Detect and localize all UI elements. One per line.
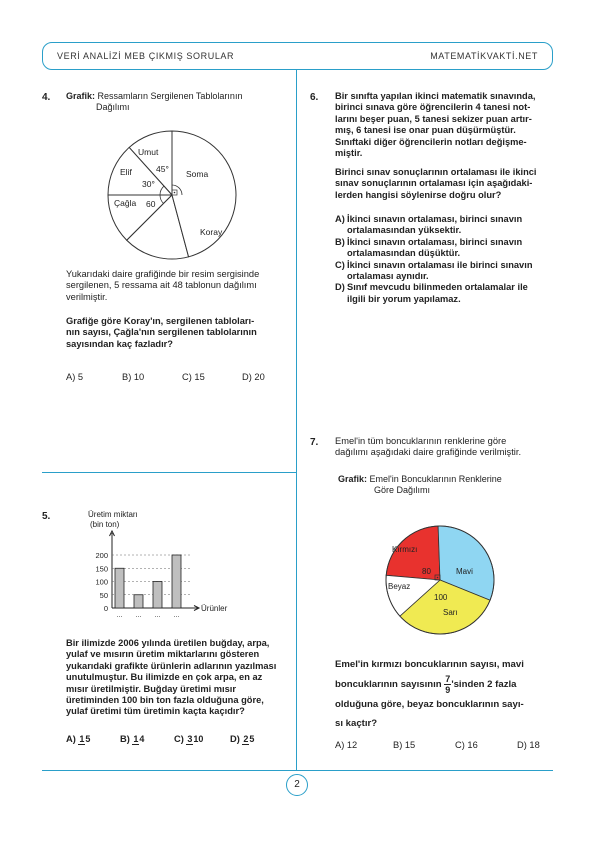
q4-label-0: Soma — [186, 169, 209, 179]
q5-xlabel: Ürünler — [201, 604, 228, 613]
q5-number: 5. — [42, 511, 51, 522]
q7-pie-chart — [375, 515, 505, 645]
q4-options — [66, 372, 265, 382]
q5-options — [66, 734, 254, 745]
q5-line7: yulaf üretimi tüm üretimin kaçta kaçıdır? — [66, 706, 245, 717]
page-header — [42, 42, 553, 70]
q6-p1-line4: mış, 6 tanesi ise onar puan düşürmüştür. — [335, 125, 516, 136]
q6-paragraph2 — [335, 167, 537, 201]
q6-option-c[interactable] — [335, 260, 533, 283]
q7-question-line4: sı kaçtır? — [335, 718, 378, 729]
q5-line4: unutulmuştur. Bu ilimizde en çok arpa, en az — [66, 672, 263, 683]
q4-question-line3: sayısından kaç fazladır? — [66, 338, 173, 349]
header-right-site: MATEMATİKVAKTİ.NET — [430, 51, 538, 61]
q6-p1-line2: birinci sınava göre öğrencilerin 4 tanesi not- — [335, 102, 531, 113]
q7-option-a[interactable]: A) 12 — [335, 740, 358, 750]
q4-chart-title-prefix: Grafik: — [66, 91, 96, 101]
q5-option-a[interactable] — [66, 734, 120, 745]
q4-label-3: Çağla — [114, 198, 137, 208]
q5-bar-chart — [80, 505, 240, 623]
q6-option-b-line1: İkinci sınavın ortalaması, birinci sınavın — [347, 236, 523, 247]
q4-chart-title-line2: Dağılımı — [96, 102, 130, 112]
q4-label-1: Umut — [138, 147, 159, 157]
q7-question-line3: olduğuna göre, beyaz boncuklarının sayı- — [335, 699, 524, 710]
q7-angle-80: 80 — [422, 567, 431, 576]
q6-option-a-line1: İkinci sınavın ortalaması, birinci sınavın — [347, 214, 523, 224]
q5-d-den: 5 — [249, 734, 255, 745]
q5-b-den: 4 — [139, 734, 145, 745]
q4-text — [66, 269, 259, 303]
q7-label-sari: Sarı — [443, 608, 458, 617]
q4-question-line2: nın sayısı, Çağla'nın sergilenen tablolarının — [66, 327, 257, 338]
q7-question-line2b: 'sinden 2 fazla — [451, 679, 517, 690]
q7-option-c[interactable]: C) 16 — [455, 740, 478, 750]
column-divider — [296, 70, 297, 770]
q5-option-a-fraction — [78, 734, 90, 745]
q6-p1-line1: Bir sınıfta yapılan ikinci matematik sınavında, — [335, 91, 536, 101]
q5-line3: yukarıdaki grafikte ürünlerin adlarının yazılması — [66, 660, 277, 671]
q4-label-2: Elif — [120, 167, 132, 177]
q4-angle-label-0: 45° — [156, 164, 169, 174]
q4-label-4: Koray — [200, 227, 223, 237]
q6-p1-line5: Sınıftaki diğer öğrencilerin notları değişme- — [335, 136, 527, 147]
q6-option-c-letter: C) — [335, 259, 345, 270]
q6-p1-line6: miştir. — [335, 148, 363, 159]
q7-option-d[interactable]: D) 18 — [517, 740, 540, 750]
q6-option-a-line2: ortalamasından yüksektir. — [347, 225, 462, 236]
q4-chart-title — [66, 91, 242, 113]
q7-label-kirmizi: Kırmızı — [392, 545, 418, 554]
q4-question-line1: Grafiğe göre Koray'ın, sergilenen tabloları- — [66, 316, 255, 326]
q4-text-line3: verilmiştir. — [66, 291, 108, 302]
q4-number: 4. — [42, 92, 51, 103]
q6-option-c-line1: İkinci sınavın ortalaması ile birinci sınavın — [347, 259, 533, 270]
q5-category-0: ... — [116, 612, 123, 619]
q5-c-den: 10 — [193, 734, 204, 745]
q4-right-angle-dot — [174, 192, 176, 194]
q5-option-d-letter: D) — [230, 734, 240, 744]
q5-bar-3 — [172, 555, 181, 608]
q6-paragraph1 — [335, 91, 535, 159]
q5-option-d[interactable] — [230, 734, 254, 745]
q7-label-mavi: Mavi — [456, 567, 473, 576]
q4-angle-label-2: 60 — [146, 199, 156, 209]
q6-option-b[interactable] — [335, 237, 533, 260]
page-number: 2 — [286, 774, 308, 796]
q6-option-b-line2: ortalamasından düşüktür. — [347, 248, 461, 259]
q7-question — [335, 655, 524, 733]
q5-category-3: ... — [173, 612, 180, 619]
q4-question — [66, 316, 257, 350]
q5-ytick-4: 200 — [95, 551, 108, 560]
q7-chart-title-line2: Göre Dağılımı — [374, 485, 431, 495]
q7-intro — [335, 436, 521, 459]
q7-chart-title — [338, 474, 502, 496]
q7-option-b[interactable]: B) 15 — [393, 740, 416, 750]
footer-line — [42, 770, 553, 771]
q7-question-line2a: boncuklarının sayısının — [335, 679, 442, 690]
q5-option-d-fraction — [242, 734, 254, 745]
q5-b-num: 1 — [133, 734, 139, 745]
q7-options — [335, 740, 540, 750]
q4-pie-chart — [100, 120, 280, 260]
q4-text-line1: Yukarıdaki daire grafiğinde bir resim sergisinde — [66, 269, 260, 279]
q7-right-angle-dot — [437, 577, 439, 579]
q5-bar-1 — [134, 595, 143, 608]
q5-line5: mısır üretilmiştir. Buğday üretimi mısır — [66, 683, 236, 694]
q5-option-b[interactable] — [120, 734, 174, 745]
q5-ytick-1: 50 — [99, 590, 108, 600]
q5-line6: üretiminden 100 bin ton fazla olduğuna göre, — [66, 695, 264, 706]
q4-angle-label-1: 30° — [142, 179, 155, 189]
q4-chart-title-line1: Ressamların Sergilenen Tablolarının — [97, 91, 243, 101]
q5-option-c-fraction — [186, 734, 203, 745]
q7-chart-title-line1: Emel'in Boncuklarının Renklerine — [369, 474, 502, 484]
q7-question-line1: Emel'in kırmızı boncuklarının sayısı, mavi — [335, 659, 524, 670]
q6-option-a[interactable] — [335, 214, 533, 237]
q7-number: 7. — [310, 437, 319, 448]
q7-intro-line2: dağılımı aşağıdaki daire grafiğinde verilmiştir. — [335, 447, 522, 458]
q5-ytick-2: 100 — [95, 577, 108, 587]
q6-option-a-letter: A) — [335, 214, 345, 224]
q5-line2: yulaf ve mısırın üretim miktarlarını gösteren — [66, 649, 260, 660]
q5-ytick-0: 0 — [103, 604, 108, 613]
q5-option-a-letter: A) — [66, 734, 76, 744]
q4-option-c[interactable]: C) 15 — [182, 372, 205, 382]
q6-p2-line3: lerden hangisi söylenirse doğru olur? — [335, 189, 502, 200]
q6-option-d[interactable] — [335, 282, 533, 305]
q7-label-beyaz: Beyaz — [388, 582, 411, 591]
q5-question — [66, 638, 276, 718]
q6-number: 6. — [310, 92, 319, 103]
q6-option-d-line1: Sınıf mevcudu bilinmeden ortalamalar ile — [347, 282, 528, 293]
q7-angle-100: 100 — [434, 593, 448, 602]
q5-bar-0 — [115, 568, 124, 608]
q6-p2-line1: Birinci sınav sonuçlarının ortalaması ile ikinci — [335, 167, 537, 177]
q7-frac-num: 7 — [445, 674, 451, 684]
q7-chart-title-prefix: Grafik: — [338, 474, 368, 484]
q5-ytick-3: 150 — [95, 564, 108, 574]
q7-intro-line1: Emel'in tüm boncuklarının renklerine göre — [335, 436, 507, 446]
q4-option-b[interactable]: B) 10 — [122, 372, 145, 382]
q5-a-den: 5 — [85, 734, 91, 745]
q4-option-a[interactable]: A) 5 — [66, 372, 84, 382]
q6-option-b-letter: B) — [335, 236, 345, 247]
q5-category-2: ... — [154, 612, 161, 619]
q5-category-1: ... — [135, 612, 142, 619]
q5-c-num: 3 — [187, 734, 193, 745]
q5-a-num: 1 — [79, 734, 85, 745]
q7-frac-den: 9 — [445, 685, 451, 695]
q5-d-num: 2 — [243, 734, 249, 745]
q5-option-c[interactable] — [174, 734, 230, 745]
q4-option-d[interactable]: D) 20 — [242, 372, 265, 382]
q6-options — [335, 214, 533, 305]
q5-line1: Bir ilimizde 2006 yılında üretilen buğday, arpa, — [66, 638, 270, 648]
q4-text-line2: sergilenen, 5 ressama ait 48 tablonun dağılımı — [66, 280, 257, 291]
q5-bar-2 — [153, 582, 162, 609]
q6-option-d-line2: ilgili bir yorum yapılamaz. — [347, 293, 461, 304]
q5-option-b-fraction — [132, 734, 144, 745]
q5-option-c-letter: C) — [174, 734, 184, 744]
q7-question-line2 — [335, 674, 524, 695]
q6-p1-line3: larını beşer puan, 5 tanesi sekizer puan artır- — [335, 113, 532, 124]
q6-option-c-line2: ortalaması aynıdır. — [347, 271, 429, 282]
q6-option-d-letter: D) — [335, 282, 345, 293]
q6-p2-line2: sınav sonuçlarının ortalaması için aşağıdaki- — [335, 178, 533, 189]
q5-ylabel-line2: (bin ton) — [90, 520, 120, 529]
q5-option-b-letter: B) — [120, 734, 130, 744]
header-left-title: VERİ ANALİZİ MEB ÇIKMIŞ SORULAR — [57, 51, 235, 61]
q7-fraction — [444, 674, 451, 695]
q5-ylabel-line1: Üretim miktarı — [88, 510, 138, 519]
left-section-divider — [42, 472, 296, 473]
